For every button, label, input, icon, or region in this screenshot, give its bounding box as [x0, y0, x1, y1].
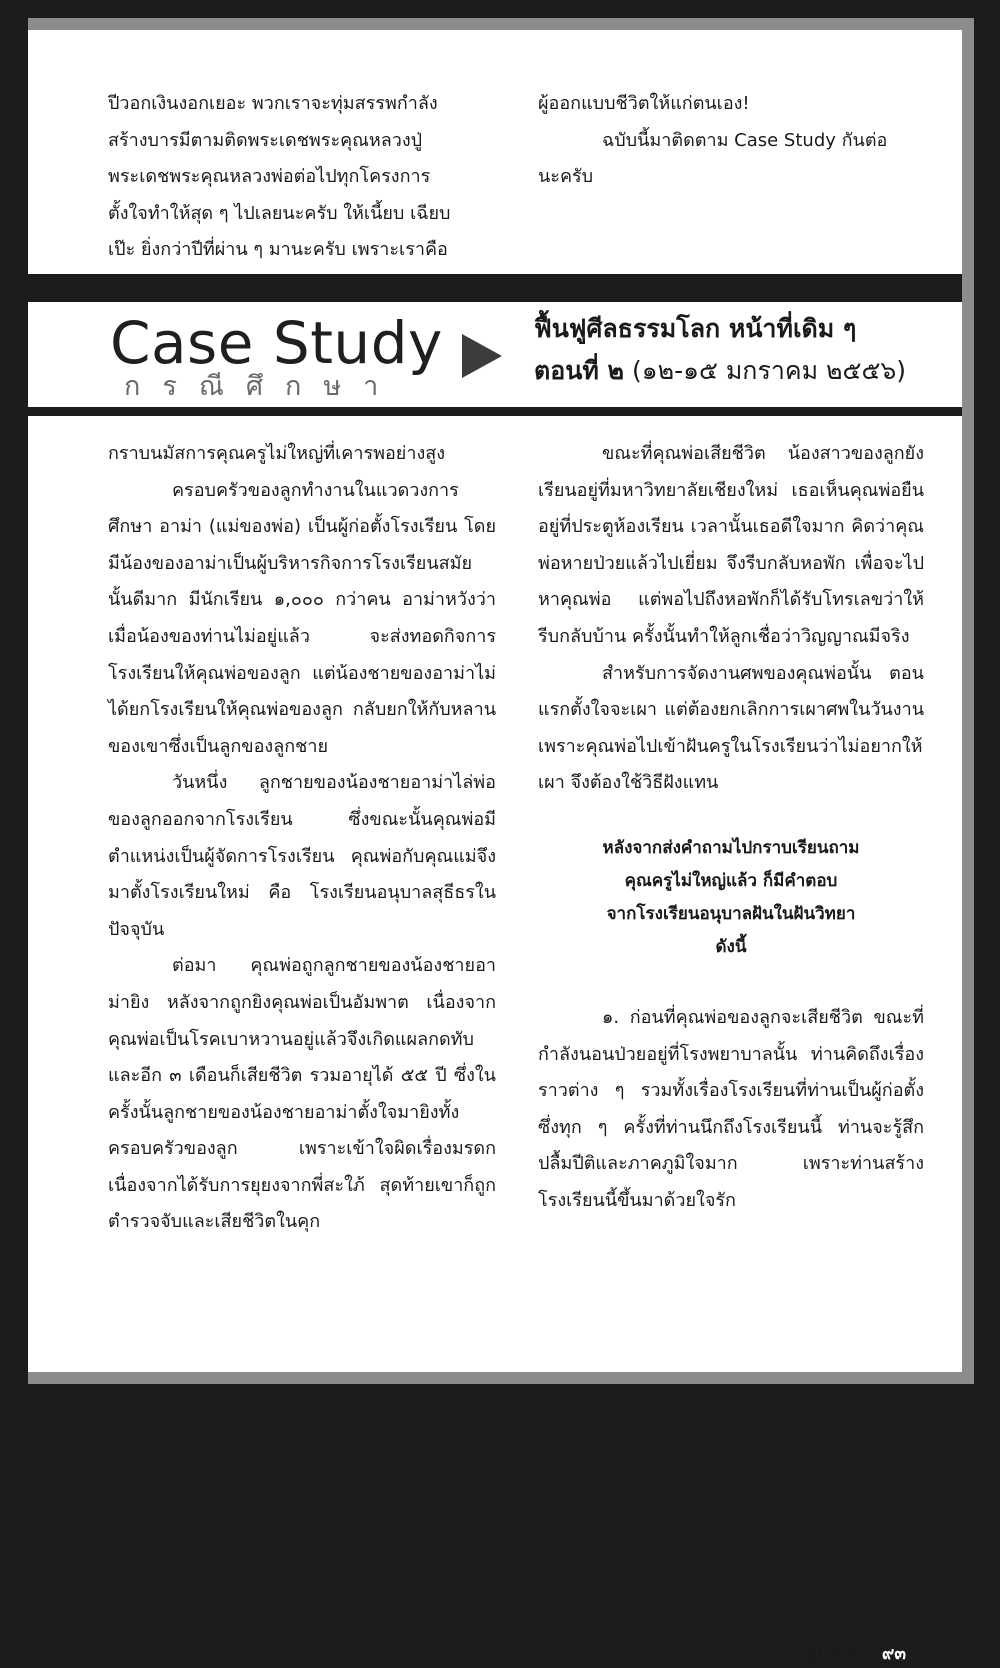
text-line: นะครับ	[538, 166, 594, 188]
paragraph: ครอบครัวของลูกทำงานในแวดวงการศึกษา อาม่า (แม่ของพ่อ) เป็นผู้ก่อตั้งโรงเรียน โดยมีน้องของอาม่าเป็นผู้บริหารกิจการโรงเรียนสมัยนั้นดีมาก มีนักเรียน ๑,๐๐๐ กว่าคน อาม่าหวังว่าเมื่อน้องของท่านไม่อยู่แล้ว จะส่งทอดกิจการโรงเรียนให้คุณพ่อของลูก แต่น้องชายของอาม่าไม่ได้ยกโรงเรียนให้คุณพ่อของลูก กลับยกให้กับหลานของเขาซึ่งเป็นลูกของลูกชาย	[108, 479, 496, 757]
top-right-column	[538, 86, 924, 196]
section-title: Case Study	[110, 309, 443, 377]
episode-subtitle	[534, 354, 906, 388]
qa-heading	[538, 832, 924, 964]
magazine-name: อยู่ในบุญ	[795, 1644, 861, 1664]
article-right-column	[538, 436, 924, 1220]
episode-title: ฟื้นฟูศีลธรรมโลก หน้าที่เดิม ๆ	[534, 314, 857, 343]
top-left-column	[108, 86, 496, 269]
text-line: เป๊ะ ยิ่งกว่าปีที่ผ่าน ๆ มานะครับ เพราะเราคือ	[108, 239, 448, 261]
article-body	[28, 416, 962, 1664]
text-line: ปีวอกเงินงอกเยอะ พวกเราจะทุ่มสรรพกำลัง	[108, 93, 438, 114]
text-line: ผู้ออกแบบชีวิตให้แก่ตนเอง!	[538, 93, 750, 114]
case-study-header	[28, 302, 962, 407]
episode-label: ตอนที่ ๒	[534, 356, 625, 385]
paragraph: วันหนึ่ง ลูกชายของน้องชายอาม่าไล่พ่อของลูกออกจากโรงเรียน ซึ่งขณะนั้นคุณพ่อมีตำแหน่งเป็นผู้จัดการโรงเรียน คุณพ่อกับคุณแม่จึงมาตั้งโรงเรียนใหม่ คือ โรงเรียนอนุบาลสุธีธรในปัจจุบัน	[108, 772, 496, 940]
paragraph: กราบนมัสการคุณครูไม่ใหญ่ที่เคารพอย่างสูง	[108, 443, 446, 464]
frame-accent-top	[28, 18, 974, 30]
issue-date: มกราคม ๒๕๕๙	[668, 1644, 786, 1664]
frame-accent-bottom	[28, 1372, 974, 1384]
answer-paragraph: ๑. ก่อนที่คุณพ่อของลูกจะเสียชีวิต ขณะที่กำลังนอนป่วยอยู่ที่โรงพยาบาลนั้น ท่านคิดถึงเรื่องราวต่าง ๆ รวมทั้งเรื่องโรงเรียนที่ท่านเป็นผู้ก่อตั้ง ซึ่งทุก ๆ ครั้งที่ท่านนึกถึงโรงเรียนนี้ ท่านจะรู้สึกปลื้มปีติและภาคภูมิใจมาก เพราะท่านสร้างโรงเรียนนี้ขึ้นมาด้วยใจรัก	[538, 1006, 924, 1211]
triangle-right-icon	[462, 334, 502, 378]
top-continuation-panel	[28, 30, 962, 274]
qa-heading-line: คุณครูไม่ใหญ่แล้ว ก็มีคำตอบ	[624, 870, 838, 891]
section-subtitle: กรณีศึกษา	[124, 371, 401, 402]
qa-heading-line: จากโรงเรียนอนุบาลฝันในฝันวิทยา	[606, 903, 856, 924]
page-footer	[648, 1640, 916, 1668]
text-line: ฉบับนี้มาติดตาม Case Study กันต่อ	[602, 129, 888, 151]
paragraph: ขณะที่คุณพ่อเสียชีวิต น้องสาวของลูกยังเรียนอยู่ที่มหาวิทยาลัยเชียงใหม่ เธอเห็นคุณพ่อยืนอยู่ที่ประตูห้องเรียน เวลานั้นเธอดีใจมาก คิดว่าคุณพ่อหายป่วยแล้วไปเยี่ยม จึงรีบกลับหอพัก เพื่อจะไปหาคุณพ่อ แต่พอไปถึงหอพักก็ได้รับโทรเลขว่าให้รีบกลับบ้าน ครั้งนั้นทำให้ลูกเชื่อว่าวิญญาณมีจริง	[538, 443, 924, 647]
page-number: ๙๓	[872, 1640, 916, 1668]
qa-heading-line: ดังนี้	[715, 936, 747, 957]
paragraph: สำหรับการจัดงานศพของคุณพ่อนั้น ตอนแรกตั้งใจจะเผา แต่ต้องยกเลิกการเผาศพในวันงาน เพราะคุณพ่อไปเข้าฝันครูในโรงเรียนว่าไม่อยากให้เผา จึงต้องใช้วิธีฝังแทน	[538, 662, 924, 794]
qa-heading-line: หลังจากส่งคำถามไปกราบเรียนถาม	[602, 837, 860, 858]
text-line: พระเดชพระคุณหลวงพ่อต่อไปทุกโครงการ	[108, 166, 431, 188]
text-line: สร้างบารมีตามติดพระเดชพระคุณหลวงปู่	[108, 129, 423, 151]
episode-dates: (๑๒-๑๕ มกราคม ๒๕๕๖)	[631, 356, 907, 385]
paragraph: ต่อมา คุณพ่อถูกลูกชายของน้องชายอาม่ายิง หลังจากถูกยิงคุณพ่อเป็นอัมพาต เนื่องจากคุณพ่อเป็นโรคเบาหวานอยู่แล้วจึงเกิดแผลกดทับ และอีก ๓ เดือนก็เสียชีวิต รวมอายุได้ ๕๕ ปี ซึ่งในครั้งนั้นลูกชายของน้องชายอาม่าตั้งใจมายิงทั้งครอบครัวของลูก เพราะเข้าใจผิดเรื่องมรดก เนื่องจากได้รับการยุยงจากพี่สะใภ้ สุดท้ายเขาก็ถูกตำรวจจับและเสียชีวิตในคุก	[108, 955, 496, 1233]
article-left-column	[108, 436, 496, 1241]
text-line: ตั้งใจทำให้สุด ๆ ไปเลยนะครับ ให้เนี้ยบ เฉียบ	[108, 202, 451, 224]
frame-accent-right	[962, 18, 974, 1384]
